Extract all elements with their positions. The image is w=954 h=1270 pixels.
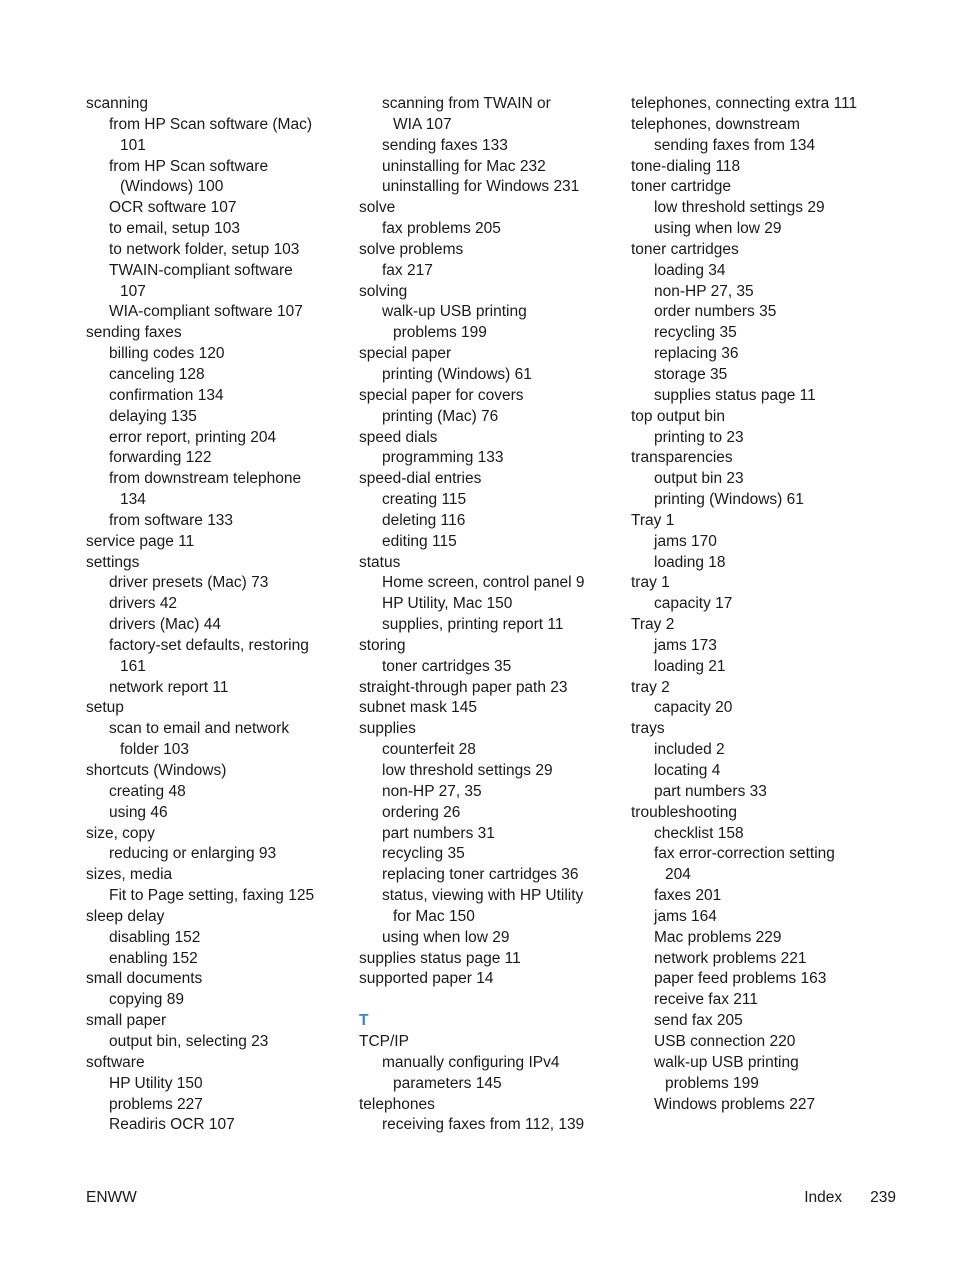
index-entry: tray 1 (631, 574, 670, 592)
index-entry: telephones (359, 1095, 435, 1113)
index-entry: straight-through paper path 23 (359, 678, 568, 696)
index-subentry: using when low 29 (382, 928, 510, 946)
index-subentry: printing to 23 (654, 428, 744, 446)
index-entry: supported paper 14 (359, 970, 494, 988)
index-subentry: output bin, selecting 23 (109, 1032, 269, 1050)
index-entry: storing (359, 636, 406, 654)
index-subentry: storage 35 (654, 365, 728, 383)
section-letter: T (359, 1012, 369, 1030)
index-subentry: TWAIN-compliant software (109, 261, 293, 279)
index-entry: software (86, 1053, 145, 1071)
index-subentry: supplies, printing report 11 (382, 616, 564, 634)
index-subentry: problems 227 (109, 1095, 203, 1113)
footer-right (804, 1187, 896, 1209)
index-subentry: Windows problems 227 (654, 1095, 816, 1113)
index-subentry: Readiris OCR 107 (109, 1116, 235, 1134)
index-subentry: recycling 35 (382, 845, 465, 863)
index-subentry: copying 89 (109, 991, 184, 1009)
index-subentry: manually configuring IPv4 (382, 1053, 560, 1071)
index-entry: tray 2 (631, 678, 670, 696)
index-subentry: receive fax 211 (654, 991, 758, 1009)
index-subentry: confirmation 134 (109, 386, 224, 404)
index-subentry: fax problems 205 (382, 220, 501, 238)
index-subentry: programming 133 (382, 449, 504, 467)
index-entry: toner cartridges (631, 240, 739, 258)
index-subentry: using 46 (109, 803, 168, 821)
index-subentry: sending faxes from 134 (654, 136, 816, 154)
index-continuation: (Windows) 100 (120, 178, 224, 196)
index-subentry: send fax 205 (654, 1012, 743, 1030)
index-subentry: drivers 42 (109, 595, 178, 613)
index-subentry: HP Utility 150 (109, 1074, 203, 1092)
index-subentry: billing codes 120 (109, 345, 225, 363)
index-subentry: supplies status page 11 (654, 386, 816, 404)
index-subentry: creating 48 (109, 782, 186, 800)
index-subentry: from software 133 (109, 511, 234, 529)
index-subentry: non-HP 27, 35 (382, 782, 482, 800)
index-subentry: to network folder, setup 103 (109, 240, 300, 258)
index-subentry: OCR software 107 (109, 199, 237, 217)
index-entry: sleep delay (86, 907, 165, 925)
index-subentry: forwarding 122 (109, 449, 212, 467)
index-subentry: recycling 35 (654, 324, 737, 342)
index-entry: trays (631, 720, 665, 738)
index-subentry: capacity 17 (654, 595, 733, 613)
index-continuation: 107 (120, 282, 146, 300)
index-subentry: jams 164 (654, 907, 717, 925)
index-entry: solve problems (359, 240, 464, 258)
index-subentry: low threshold settings 29 (654, 199, 825, 217)
index-column-3 (631, 94, 899, 1115)
index-subentry: printing (Windows) 61 (382, 365, 532, 383)
index-continuation: for Mac 150 (393, 907, 475, 925)
index-subentry: output bin 23 (654, 470, 744, 488)
index-subentry: driver presets (Mac) 73 (109, 574, 269, 592)
index-subentry: replacing 36 (654, 345, 739, 363)
index-subentry: Fit to Page setting, faxing 125 (109, 887, 315, 905)
index-subentry: using when low 29 (654, 220, 782, 238)
index-subentry: jams 170 (654, 532, 717, 550)
index-entry: Tray 2 (631, 616, 675, 634)
index-subentry: toner cartridges 35 (382, 657, 512, 675)
index-entry: shortcuts (Windows) (86, 762, 227, 779)
index-entry: scanning (86, 95, 149, 112)
index-entry: service page 11 (86, 532, 195, 550)
footer-left: ENWW (86, 1189, 137, 1206)
index-subentry: capacity 20 (654, 699, 733, 717)
index-subentry: jams 173 (654, 636, 717, 654)
index-entry: special paper (359, 345, 452, 363)
index-subentry: loading 18 (654, 553, 726, 571)
index-subentry: from downstream telephone (109, 470, 302, 488)
index-subentry: low threshold settings 29 (382, 762, 553, 779)
index-entry: small documents (86, 970, 203, 988)
index-subentry: counterfeit 28 (382, 741, 476, 759)
index-entry: telephones, downstream (631, 115, 800, 133)
index-subentry: Mac problems 229 (654, 928, 782, 946)
index-entry: toner cartridge (631, 178, 731, 196)
index-entry: top output bin (631, 407, 725, 425)
index-subentry: deleting 116 (382, 511, 466, 529)
index-subentry: non-HP 27, 35 (654, 282, 754, 300)
index-entry: telephones, connecting extra 111 (631, 95, 858, 112)
index-subentry: uninstalling for Windows 231 (382, 178, 580, 196)
index-entry: special paper for covers (359, 386, 524, 404)
index-subentry: editing 115 (382, 532, 457, 550)
index-subentry: enabling 152 (109, 949, 198, 967)
index-subentry: printing (Windows) 61 (654, 491, 804, 509)
index-subentry: ordering 26 (382, 803, 461, 821)
index-subentry: walk-up USB printing (654, 1053, 799, 1071)
index-subentry: drivers (Mac) 44 (109, 616, 221, 634)
index-continuation: 161 (120, 657, 146, 675)
index-continuation: parameters 145 (393, 1074, 502, 1092)
index-entry: setup (86, 699, 124, 717)
index-entry: speed-dial entries (359, 470, 482, 488)
page-number: 239 (870, 1189, 896, 1206)
index-subentry: scanning from TWAIN or (382, 95, 551, 112)
index-entry: supplies (359, 720, 416, 738)
index-subentry: canceling 128 (109, 365, 205, 383)
index-subentry: from HP Scan software (Mac) (109, 115, 312, 133)
index-subentry: sending faxes 133 (382, 136, 508, 154)
index-continuation: problems 199 (665, 1074, 759, 1092)
index-subentry: order numbers 35 (654, 303, 777, 321)
index-subentry: HP Utility, Mac 150 (382, 595, 513, 613)
spacer (359, 990, 621, 1011)
index-subentry: delaying 135 (109, 407, 197, 425)
index-entry: solve (359, 199, 396, 217)
index-subentry: included 2 (654, 741, 725, 759)
index-subentry: replacing toner cartridges 36 (382, 866, 579, 884)
index-entry: supplies status page 11 (359, 949, 521, 967)
index-column-2 (359, 94, 621, 1136)
index-subentry: reducing or enlarging 93 (109, 845, 277, 863)
index-entry: troubleshooting (631, 803, 737, 821)
footer-section-title: Index (804, 1189, 843, 1206)
index-entry: transparencies (631, 449, 733, 467)
index-subentry: receiving faxes from 112, 139 (382, 1116, 585, 1134)
index-continuation: 204 (665, 866, 691, 884)
index-entry: Tray 1 (631, 511, 675, 529)
index-subentry: Home screen, control panel 9 (382, 574, 585, 592)
index-subentry: to email, setup 103 (109, 220, 240, 238)
index-entry: subnet mask 145 (359, 699, 478, 717)
index-entry: settings (86, 553, 140, 571)
index-subentry: checklist 158 (654, 824, 744, 842)
index-entry: sizes, media (86, 866, 173, 884)
index-subentry: network report 11 (109, 678, 229, 696)
index-subentry: printing (Mac) 76 (382, 407, 499, 425)
index-subentry: status, viewing with HP Utility (382, 887, 584, 905)
index-subentry: part numbers 31 (382, 824, 495, 842)
index-entry: sending faxes (86, 324, 182, 342)
index-subentry: walk-up USB printing (382, 303, 527, 321)
index-subentry: faxes 201 (654, 887, 722, 905)
index-subentry: creating 115 (382, 491, 467, 509)
index-continuation: problems 199 (393, 324, 487, 342)
index-subentry: loading 34 (654, 261, 726, 279)
index-subentry: network problems 221 (654, 949, 807, 967)
index-subentry: loading 21 (654, 657, 726, 675)
index-subentry: fax error-correction setting (654, 845, 835, 863)
index-subentry: uninstalling for Mac 232 (382, 157, 546, 175)
index-continuation: 101 (120, 136, 146, 154)
index-subentry: WIA-compliant software 107 (109, 303, 303, 321)
index-subentry: from HP Scan software (109, 157, 269, 175)
index-column-1 (86, 94, 348, 1136)
index-subentry: factory-set defaults, restoring (109, 636, 309, 654)
index-continuation: folder 103 (120, 741, 189, 759)
index-entry: status (359, 553, 401, 571)
index-continuation: WIA 107 (393, 115, 452, 133)
index-entry: solving (359, 282, 408, 300)
index-continuation: 134 (120, 491, 146, 509)
index-subentry: paper feed problems 163 (654, 970, 827, 988)
index-subentry: error report, printing 204 (109, 428, 277, 446)
index-subentry: disabling 152 (109, 928, 201, 946)
index-entry: small paper (86, 1012, 167, 1030)
index-subentry: scan to email and network (109, 720, 290, 738)
index-entry: speed dials (359, 428, 438, 446)
index-subentry: part numbers 33 (654, 782, 767, 800)
index-subentry: locating 4 (654, 762, 721, 779)
index-entry: size, copy (86, 824, 155, 842)
index-entry: TCP/IP (359, 1032, 409, 1050)
index-entry: tone-dialing 118 (631, 157, 741, 175)
index-subentry: USB connection 220 (654, 1032, 796, 1050)
index-subentry: fax 217 (382, 261, 433, 279)
